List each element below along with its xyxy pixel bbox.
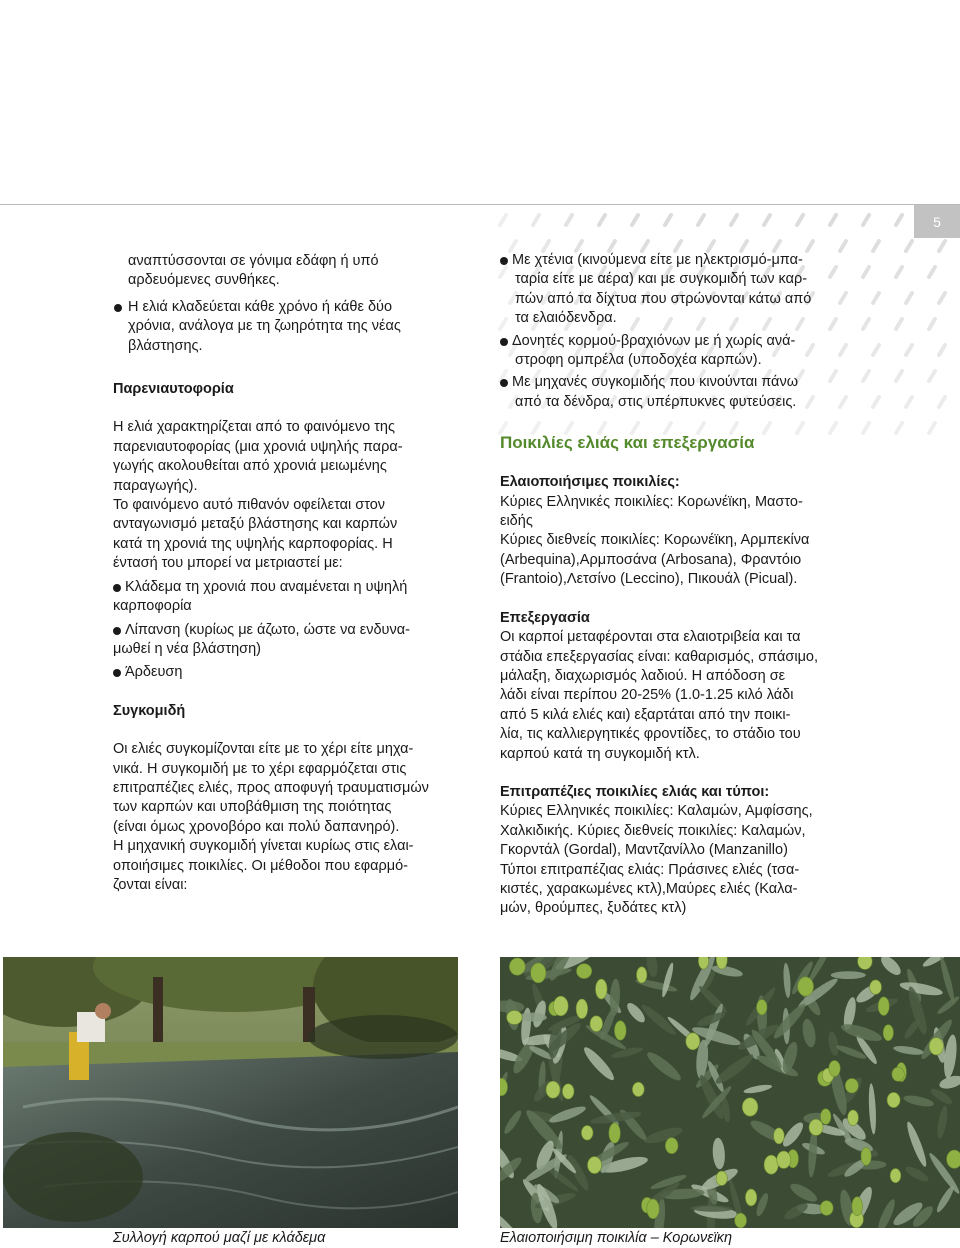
paragraph-line: Οι καρποί μεταφέρονται στα ελαιοτριβεία και τα <box>500 629 801 646</box>
list-item-continuation: από τα δένδρα, στις υπέρπυκνες φυτεύσεις. <box>515 393 797 410</box>
list-item: Η ελιά κλαδεύεται κάθε χρόνο ή κάθε δύο <box>113 298 458 317</box>
paragraph-line: Χαλκιδικής. Κύριες διεθνείς ποικιλίες: Καλαμών, <box>500 822 806 839</box>
paragraph-line: Κύριες διεθνείς ποικιλίες: Κορωνέϊκη, Αρμπεκίνα <box>500 532 810 549</box>
list-item: Δονητές κορμού-βραχιόνων με ή χωρίς ανά- <box>500 332 850 351</box>
section-heading: Συγκομιδή <box>113 702 186 719</box>
paragraph-line: Κύριες Ελληνικές ποικιλίες: Κορωνέϊκη, Μαστο- <box>500 493 803 510</box>
left-column <box>113 252 458 895</box>
list-item-continuation: μωθεί η νέα βλάστηση) <box>113 640 262 657</box>
subsection-heading: Επεξεργασία <box>500 609 590 626</box>
list-item: Κλάδεμα τη χρονιά που αναμένεται η υψηλή <box>113 578 458 597</box>
paragraph-line: ανταγωνισμό μεταξύ βλάστησης και καρπών <box>113 516 398 533</box>
photo-caption: Συλλογή καρπού μαζί με κλάδεμα <box>113 1230 326 1246</box>
intro-text: αναπτύσσονται σε γόνιμα εδάφη ή υπό <box>128 253 379 269</box>
list-item: Με μηχανές συγκομιδής που κινούνται πάνω <box>500 373 850 392</box>
list-item: Λίπανση (κυρίως με άζωτο, ώστε να ενδυνα- <box>113 621 458 640</box>
paragraph-line: επιτραπέζιες ελιές, προς αποφυγή τραυματισμών <box>113 779 429 796</box>
paragraph-line: κιστές, χαρακωμένες κτλ),Μαύρες ελιές (Καλα- <box>500 880 798 897</box>
paragraph-line: Η ελιά χαρακτηρίζεται από το φαινόμενο της <box>113 419 395 436</box>
subsection-heading: Επιτραπέζιες ποικιλίες ελιάς και τύποι: <box>500 783 770 800</box>
paragraph-line: από 5 κιλά ελιές και) εξαρτάται από την ποικι- <box>500 706 791 723</box>
intro-text: αρδευόμενες συνθήκες. <box>128 272 280 289</box>
list-item-continuation: ταρία είτε με αέρα) και με συγκομιδή των καρ- <box>515 271 808 288</box>
subsection-heading: Ελαιοποιήσιμες ποικιλίες: <box>500 474 680 491</box>
paragraph-line: Γκορντάλ (Gordal), Μαντζανίλλο (Manzanillo) <box>500 842 788 859</box>
paragraph-line: οποιήσιμες ποικιλίες. Οι μέθοδοι που εφαρμό- <box>113 857 408 874</box>
list-item-continuation: στροφη ομπρέλα (υποδοχέα καρπών). <box>515 352 762 369</box>
list-item-continuation: βλάστησης. <box>128 337 203 354</box>
section-heading-green: Ποικιλίες ελιάς και επεξεργασία <box>500 433 755 453</box>
photo-olive-branches <box>500 957 960 1228</box>
list-item-continuation: καρποφορία <box>113 598 192 615</box>
paragraph-line: (Frantoio),Λετσίνο (Leccino), Πικουάλ (Picual). <box>500 571 798 588</box>
page-number: 5 <box>914 205 960 238</box>
paragraph-line: λία, τις καλλιεργητικές φροντίδες, το στάδιο του <box>500 726 801 743</box>
paragraph-line: Η μηχανική συγκομιδή γίνεται κυρίως στις ελαι- <box>113 838 414 855</box>
list-item: Άρδευση <box>113 663 458 682</box>
list-item-continuation: πών από τα δίχτυα που στρώνονται κάτω από <box>515 290 812 307</box>
paragraph-line: λάδι είναι περίπου 20-25% (1.0-1.25 κιλό λάδι <box>500 687 794 704</box>
right-column <box>500 251 850 919</box>
photo-olive-harvest <box>3 957 458 1228</box>
paragraph-line: παραγωγής). <box>113 477 198 494</box>
paragraph-line: Το φαινόμενο αυτό πιθανόν οφείλεται στον <box>113 497 386 514</box>
paragraph-line: παρενιαυτοφορίας (μια χρονιά υψηλής παρα- <box>113 438 403 455</box>
paragraph-line: (Arbequina),Αρμποσάνα (Arbosana), Φραντόιο <box>500 551 802 568</box>
list-item: Με χτένια (κινούμενα είτε με ηλεκτρισμό-μπα- <box>500 251 850 270</box>
paragraph-line: καρπού κατά τη συγκομιδή κτλ. <box>500 745 700 762</box>
paragraph-line: ζονται είναι: <box>113 876 188 893</box>
section-heading: Παρενιαυτοφορία <box>113 381 234 398</box>
paragraph-line: ειδής <box>500 513 533 530</box>
paragraph-line: Οι ελιές συγκομίζονται είτε με το χέρι είτε μηχα- <box>113 741 414 758</box>
paragraph-line: μάλαξη, διαχωρισμός λαδιού. Η απόδοση σε <box>500 667 786 684</box>
photo-caption: Ελαιοποιήσιμη ποικιλία – Κορωνεϊκη <box>500 1230 733 1246</box>
paragraph-line: μών, θρούμπες, ξυδάτες κτλ) <box>500 900 687 917</box>
paragraph-line: Τύποι επιτραπέζιας ελιάς: Πράσινες ελιές (τσα- <box>500 861 800 878</box>
paragraph-line: Κύριες Ελληνικές ποικιλίες: Καλαμών, Αμφίσσης, <box>500 803 813 820</box>
list-item-continuation: χρόνια, ανάλογα με τη ζωηρότητα της νέας <box>128 318 401 335</box>
list-item-continuation: τα ελαιόδενδρα. <box>515 310 617 327</box>
paragraph-line: των καρπών και υποβάθμιση της ποιότητας <box>113 799 392 816</box>
paragraph-line: έντασή του μπορεί να μετριαστεί με: <box>113 555 343 572</box>
paragraph-line: (είναι όμως χρονοβόρο και πολύ δαπανηρό). <box>113 818 400 835</box>
paragraph-line: γωγής ακολουθείται από χρονιά μειωμένης <box>113 458 387 475</box>
paragraph-line: κατά τη χρονιά της υψηλής καρποφορίας. Η <box>113 535 393 552</box>
paragraph-line: στάδια επεξεργασίας είναι: καθαρισμός, σπάσιμο, <box>500 648 819 665</box>
paragraph-line: νικά. Η συγκομιδή με το χέρι εφαρμόζεται στις <box>113 760 407 777</box>
